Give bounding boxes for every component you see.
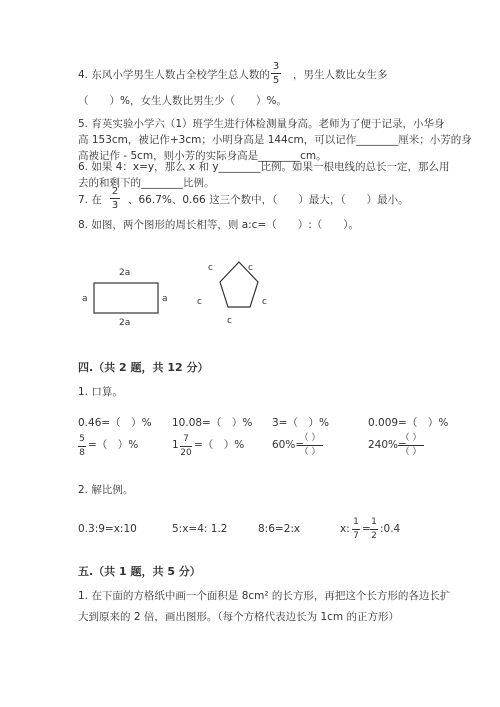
s4-eq3: 8:6=2:x: [258, 523, 301, 535]
s4-r2-b-den: 20: [180, 448, 192, 458]
q5-line3: 高被记作 - 5cm，则小芳的实际身高是________cm。: [78, 150, 327, 162]
s4-row1-item2: 10.08=（ ）%: [172, 417, 253, 429]
q4-frac-num: 3: [272, 61, 280, 72]
s4-r2-d-num: （ ）: [400, 433, 422, 443]
rect-bottom-label: 2a: [119, 318, 131, 328]
rectangle-shape: [94, 283, 158, 313]
s4-eq4-num2: 1: [371, 517, 377, 527]
s4-eq4-c: :0.4: [380, 523, 401, 535]
s4-r2-a-num: 5: [79, 434, 85, 444]
s4-eq4-den1: 7: [353, 531, 359, 541]
section5-title: 五.（共 1 题，共 5 分）: [78, 565, 201, 578]
pent-label-l: c: [197, 297, 202, 307]
q4-line1-b: ，男生人数比女生多: [293, 69, 388, 81]
q4-fraction: [271, 61, 281, 86]
rect-top-label: 2a: [119, 268, 131, 278]
s4-r2-c-left: 60%=: [272, 439, 305, 451]
s5-line2: 大到原来的 2 倍，画出图形。（每个方格代表边长为 1cm 的正方形）: [78, 611, 399, 623]
s4-r2-d-den: （ ）: [400, 447, 422, 457]
s4-row1-item4: 0.009=（ ）%: [368, 417, 449, 429]
q8-text: 8. 如图，两个图形的周长相等，则 a:c=（ ）:（ ）。: [78, 219, 360, 231]
s4-r2-d-frac: [398, 433, 424, 458]
s4-r2-c-num: （ ）: [299, 433, 321, 443]
s4-eq1: 0.3:9=x:10: [78, 523, 137, 535]
q5-line1: 5. 育英实验小学六（1）班学生进行体检测量身高。老师为了便于记录，小华身: [78, 118, 445, 130]
q7-fraction: [110, 186, 120, 211]
pent-label-tl: c: [208, 263, 213, 273]
s4-r2-b-frac: [180, 434, 192, 459]
q7-text-a: 7. 在: [78, 194, 102, 206]
s4-r2-c-frac: [297, 433, 323, 458]
q7-text-b: 、66.7%、0.66 这三个数中，（ ）最大，（ ）最小。: [128, 194, 409, 206]
s4-row1-item3: 3=（ ）%: [272, 417, 329, 429]
s4-r2-b-num: 7: [183, 434, 189, 444]
s5-line1: 1. 在下面的方格纸中画一个面积是 8cm² 的长方形，再把这个长方形的各边长扩: [78, 590, 451, 602]
q4-line2: （ ）%，女生人数比男生少（ ）%。: [78, 95, 287, 107]
s4-eq4-b: =: [362, 523, 371, 535]
q4-line1-a: 4. 东风小学男生人数占全校学生总人数的: [78, 69, 270, 81]
pent-label-tr: c: [248, 263, 253, 273]
s4-eq4-a: x:: [340, 523, 350, 535]
q4-frac-den: 5: [272, 75, 280, 86]
pent-label-bottom: c: [227, 316, 232, 326]
s4-eq4-num1: 1: [353, 517, 359, 527]
q7-frac-num: 2: [111, 186, 119, 197]
s4-q1-title: 1. 口算。: [78, 386, 123, 398]
s4-eq4-frac1: [352, 517, 360, 542]
s4-r2-b-whole: 1: [172, 439, 179, 451]
s4-eq4-den2: 2: [371, 531, 377, 541]
s4-r2-c-den: （ ）: [299, 447, 321, 457]
q6-line2: 去的和剩下的________比例。: [78, 177, 215, 189]
q6-line1: 6. 如果 4：x=y，那么 x 和 y________比例。如果一根电线的总长一定，那么用: [78, 161, 450, 173]
q7-frac-den: 3: [111, 200, 119, 211]
s4-r2-b-rest: =（ ）%: [194, 439, 245, 451]
s4-r2-a-frac: [78, 434, 86, 459]
q5-line2: 高 153cm，被记作+3cm；小明身高是 144cm，可以记作________厘米；小芳的身: [78, 134, 472, 146]
s4-r2-a-rest: =（ ）%: [88, 439, 139, 451]
rect-right-label: a: [162, 294, 168, 304]
s4-r2-d-left: 240%=: [368, 439, 407, 451]
section4-title: 四.（共 2 题，共 12 分）: [78, 361, 209, 374]
s4-eq4-frac2: [370, 517, 378, 542]
s4-r2-a-den: 8: [79, 448, 85, 458]
s4-eq2: 5:x=4: 1.2: [172, 523, 228, 535]
rect-left-label: a: [82, 294, 88, 304]
s4-row1-item1: 0.46=（ ）%: [78, 417, 152, 429]
s4-q2-title: 2. 解比例。: [78, 484, 134, 496]
pent-label-r: c: [262, 297, 267, 307]
